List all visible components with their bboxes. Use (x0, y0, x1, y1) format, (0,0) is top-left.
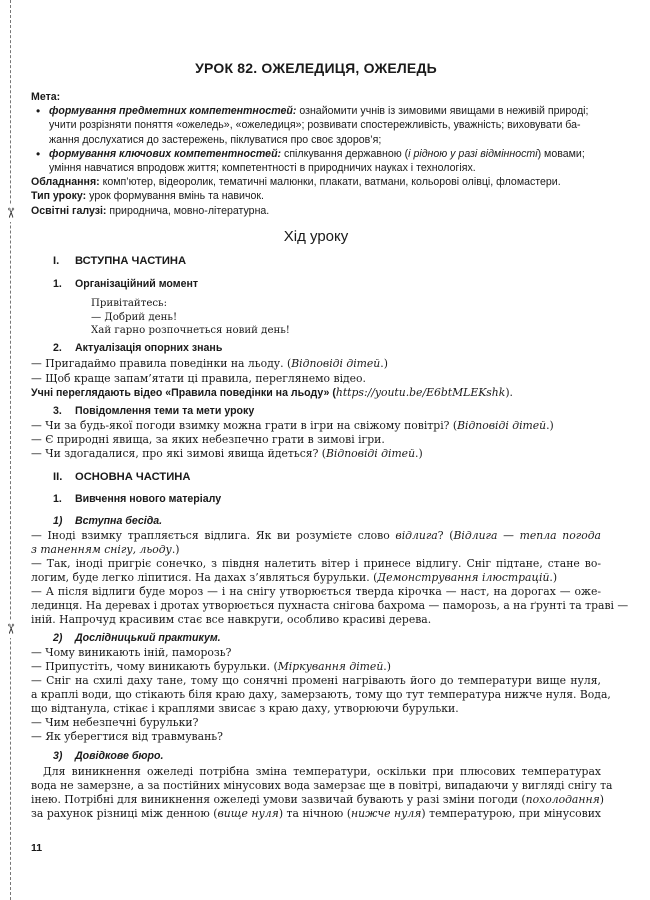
greeting-poem: Привітайтесь: — Добрий день! Хай гарно розпочнеться новий день! (91, 298, 290, 336)
subsection-heading: 3. Повідомлення теми та мети уроку (53, 405, 255, 417)
text-line: Для виникнення ожеледі потрібна зміна температури, оскільки при плюсових температурах (43, 765, 601, 778)
subsection-heading: 2. Актуалізація опорних знань (53, 342, 223, 354)
text-line: Учні переглядають відео «Правила поведінки на льоду» (https://youtu.be/E6btMLEKshk). (31, 386, 513, 399)
text-line: — Чим небезпечні бурульки? (31, 716, 199, 729)
goal-bullet-key: • формування ключових компетентностей: спілкування державною (і рідною у разі відмінності) мовами; уміння навчатися впродовж життя; компетентності в природничих науках і технологіях. (31, 147, 601, 175)
sub-item-heading: 2) Дослідницький практикум. (53, 632, 221, 644)
text-line: — Щоб краще запам’ятати ці правила, переглянемо відео. (31, 372, 366, 385)
text-line: — Чи за будь-якої погоди взимку можна грати в ігри на свіжому повітрі? (Відповіді дітей.) (31, 419, 554, 432)
text-line: з таненням снігу, льоду.) (31, 543, 180, 556)
text-line: — А після відлиги буде мороз — і на снігу утворюється тверда кірочка — наст, на дорогах — оже- (31, 585, 601, 598)
scissors-icon: ✂ (1, 204, 19, 222)
text-line: — Чи здогадалися, про які зимові явища йдеться? (Відповіді дітей.) (31, 447, 423, 460)
text-line: за рахунок різниці між денною (вище нуля) та нічною (нижче нуля) температурою, при мінусових (31, 807, 602, 820)
subsection-heading: 1. Організаційний момент (53, 278, 199, 290)
text-line: — Як уберегтися від травмувань? (31, 730, 223, 743)
text-line: вода не замерзне, а за постійних мінусових вода замерзає ще в повітрі, випадаючи у вигляді снігу та (31, 779, 613, 792)
text-line: — Припустіть, чому виникають бурульки. (Міркування дітей.) (31, 660, 391, 673)
goal-bullet-subject: • формування предметних компетентностей: ознайомити учнів із зимовими явищами в неживій природі; учити розрізняти поняття «ожеледь», «ожеледиця»; розвивати спостережливість, уважність; виховувати ба- жання дослухатися до застережень, піклуватися про своє здоров’я; (31, 104, 601, 147)
sub-item-heading: 3) Довідкове бюро. (53, 750, 164, 762)
education-area-row: Освітні галузі: природнича, мовно-літературна. (31, 204, 270, 217)
lesson-type-row: Тип уроку: урок формування вмінь та навичок. (31, 190, 264, 203)
course-heading: Хід уроку (283, 228, 349, 245)
text-line: — Чому виникають іній, паморозь? (31, 646, 232, 659)
section-heading: II. ОСНОВНА ЧАСТИНА (53, 471, 191, 483)
dashed-cut-line (10, 0, 11, 900)
goal-label: Мета: (31, 91, 61, 103)
text-line: — Сніг на схилі даху тане, тому що сонячні промені нагрівають його до температури вище нуля, (31, 674, 601, 687)
text-line: що відтанула, стікає і краплями звисає з краю даху, утворюючи бурульки. (31, 702, 459, 715)
equipment-row: Обладнання: комп’ютер, відеоролик, тематичні малюнки, плакати, ватмани, кольорові олівці, фломастери. (31, 176, 561, 189)
text-line: — Так, іноді пригріє сонечко, з півдня налетить вітер і принесе відлигу. Сніг підтане, стане во- (31, 557, 601, 570)
text-line: іній. Напрочуд красивим стає все навкруги, особливо красиві дерева. (31, 613, 432, 626)
lesson-meta (31, 90, 601, 218)
text-line: лединця. На деревах і дротах утворюється пухнаста снігова бахрома — паморозь, а на ґрунті та траві — (31, 599, 629, 612)
section-heading: I. ВСТУПНА ЧАСТИНА (53, 255, 187, 267)
scissors-icon: ✂ (1, 620, 19, 638)
sub-item-heading: 1) Вступна бесіда. (53, 515, 163, 527)
text-line: інею. Потрібні для виникнення ожеледі умови зазвичай бувають у разі зміни погоди (похолодання) (31, 793, 604, 806)
text-line: а краплі води, що стікають біля краю даху, замерзають, тому що тут температура нижче нуля. Вода, (31, 688, 611, 701)
text-line: — Є природні явища, за яких небезпечно грати в зимові ігри. (31, 433, 385, 446)
lesson-title: УРОК 82. ОЖЕЛЕДИЦЯ, ОЖЕЛЕДЬ (195, 60, 437, 76)
text-line: — Пригадаймо правила поведінки на льоду. (Відповіді дітей.) (31, 357, 388, 370)
text-line: логим, буде легко ліпитися. На дахах з’являться бурульки. (Демонстрування ілюстрацій.) (31, 571, 558, 584)
page-number: 11 (31, 842, 43, 854)
subsection-heading: 1. Вивчення нового матеріалу (53, 493, 222, 505)
text-line: — Іноді взимку трапляється відлига. Як ви розумієте слово відлига? (Відлига — тепла погода (31, 529, 601, 542)
